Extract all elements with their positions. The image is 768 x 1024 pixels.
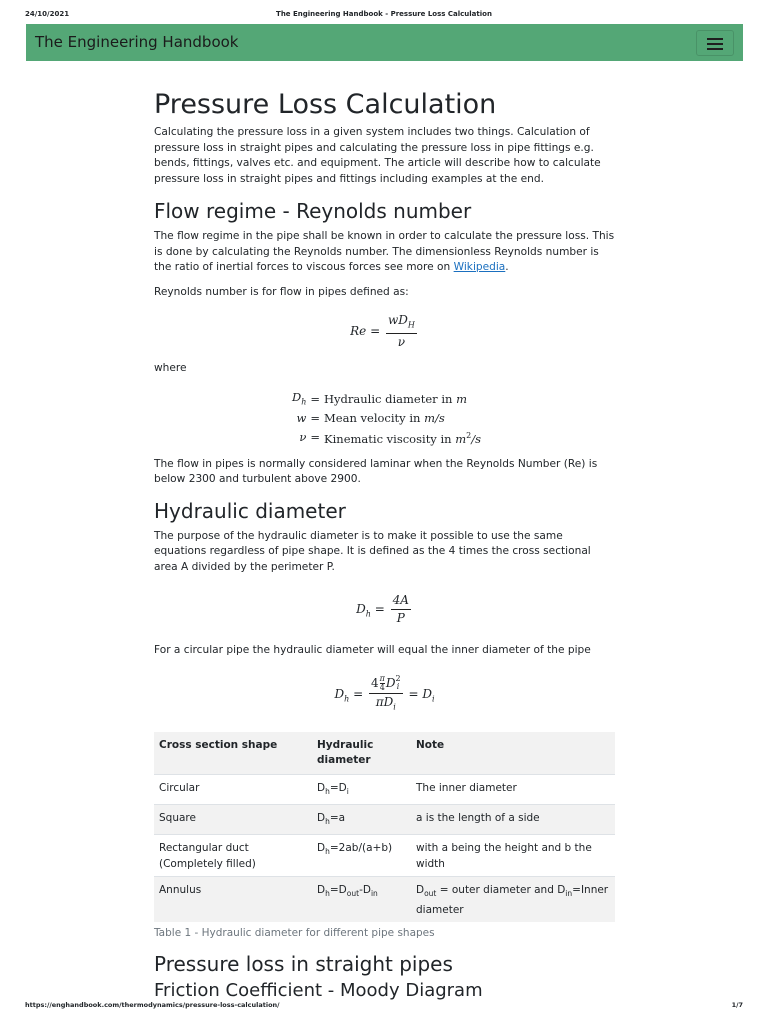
dh-value-subscript: i — [346, 786, 349, 796]
reynolds-intro-paragraph: Reynolds number is for flow in pipes defined as: — [154, 285, 409, 298]
definition-equals: = — [310, 429, 321, 444]
heading-flow-regime: Flow regime - Reynolds number — [154, 199, 472, 223]
formula-fraction — [391, 593, 411, 626]
formula-equals: = — [408, 686, 419, 701]
formula-denominator: P — [396, 611, 405, 626]
pi-symbol: π — [379, 673, 385, 683]
page-number: 1/7 — [731, 1001, 743, 1009]
diameter-symbol: D — [398, 313, 408, 327]
formula-dh-symbol: D — [334, 686, 345, 701]
four-symbol: 4 — [379, 682, 385, 692]
definition-equals: = — [310, 391, 321, 406]
dh-value: D — [338, 883, 347, 896]
rhs-diameter: D — [422, 686, 432, 701]
print-header — [25, 10, 743, 22]
dh-equals: = — [329, 781, 339, 794]
hydraulic-diameter-formula — [154, 593, 615, 633]
print-date: 24/10/2021 — [25, 10, 70, 18]
dh-value: D — [338, 781, 347, 794]
intro-paragraph: Calculating the pressure loss in a given system includes two things. Calculation of pressure loss in straight pipes and calculating the pressure loss in pipe fittings e.g. bends, fittings, valves etc. and equipment. The article will describe how to calculate pressure loss in straight pipes and fittings including examples at the end. — [154, 126, 601, 185]
dh-subscript: h — [325, 816, 330, 826]
heading-hydraulic-diameter: Hydraulic diameter — [154, 498, 346, 523]
note-symbol: D — [557, 883, 566, 896]
table-cell-shape: Square — [154, 804, 312, 834]
dh-equals: = — [329, 811, 339, 824]
definition-equals: = — [310, 410, 321, 425]
table-header-row — [154, 732, 615, 775]
table-cell-note: The inner diameter — [411, 774, 615, 804]
dh-symbol: D — [317, 883, 326, 896]
table-caption: Table 1 - Hydraulic diameter for different pipe shapes — [154, 926, 435, 939]
dh-value-subscript: out — [346, 888, 360, 898]
circular-pipe-paragraph: For a circular pipe the hydraulic diameter will equal the inner diameter of the pipe — [154, 644, 591, 657]
rhs-subscript: i — [431, 694, 435, 704]
laminar-turbulent-paragraph: The flow in pipes is normally considered laminar when the Reynolds Number (Re) is below 2300 and turbulent above 2900. — [154, 457, 598, 486]
table-cell-shape: Annulus — [154, 876, 312, 922]
site-brand-link[interactable]: The Engineering Handbook — [35, 33, 239, 51]
article-content — [154, 88, 615, 1003]
dh-value-2: -D — [359, 883, 371, 896]
numerator-diameter: D — [385, 675, 396, 690]
hamburger-menu-icon[interactable] — [696, 30, 734, 56]
dh-symbol: D — [317, 811, 326, 824]
heading-moody-diagram: Friction Coefficient - Moody Diagram — [154, 979, 483, 1001]
numerator-scripts — [396, 675, 401, 691]
column-header: Note — [411, 732, 615, 775]
denominator-pi: π — [375, 694, 384, 709]
table-cell-note — [411, 876, 615, 922]
pi-over-four — [380, 675, 385, 692]
formula-equals: = — [353, 686, 364, 701]
dh-value: a — [338, 811, 346, 824]
denominator-subscript: i — [393, 702, 396, 712]
definition-row — [292, 427, 481, 448]
formula-fraction — [369, 675, 403, 714]
table-cell-dh — [312, 774, 411, 804]
dh-value-2-subscript: in — [370, 888, 378, 898]
formula-denominator — [374, 694, 398, 714]
numerator-four: 4 — [370, 675, 379, 690]
definition-unit: m/s — [424, 410, 445, 425]
dh-subscript: h — [325, 846, 330, 856]
dh-equals: = — [329, 883, 339, 896]
hydraulic-diameter-paragraph: The purpose of the hydraulic diameter is to make it possible to use the same equations regardless of pipe shape. It is defined as the 4 times the cross sectional area A divided by the perimeter P. — [154, 529, 591, 573]
note-subscript: out — [424, 888, 437, 898]
table-cell-note: a is the length of a side — [411, 804, 615, 834]
definition-row — [292, 389, 481, 410]
note-subscript: in — [565, 888, 573, 898]
reynolds-formula-numerator — [386, 313, 417, 334]
formula-numerator — [369, 675, 403, 694]
numerator-superscript: 2 — [395, 674, 401, 684]
circular-pipe-formula — [154, 675, 615, 721]
flow-regime-period: . — [505, 261, 509, 273]
table-row — [154, 876, 615, 922]
flow-regime-paragraph — [154, 229, 615, 276]
note-text: = outer diameter and — [436, 883, 558, 896]
site-navbar — [26, 24, 743, 61]
page-title: Pressure Loss Calculation — [154, 89, 497, 120]
reynolds-formula-equals: = — [370, 324, 381, 339]
note-text: =Inner diameter — [416, 883, 609, 916]
table-cell-dh — [312, 834, 411, 876]
formula-equals: = — [374, 602, 385, 617]
table-cell-shape: Circular — [154, 774, 312, 804]
print-url: https://enghandbook.com/thermodynamics/pressure-loss-calculation/ — [25, 1001, 280, 1009]
table-row — [154, 834, 615, 876]
definition-subscript: h — [301, 396, 307, 406]
definition-unit: m — [456, 391, 467, 406]
dh-equals: = — [329, 841, 339, 854]
reynolds-formula-denominator: ν — [397, 335, 406, 350]
table-row — [154, 804, 615, 834]
velocity-symbol: w — [387, 313, 399, 327]
numerator-subscript: i — [396, 682, 400, 692]
formula-numerator: 4A — [391, 593, 411, 610]
definition-text: Mean velocity in — [324, 410, 425, 425]
wikipedia-link[interactable]: Wikipedia — [453, 261, 506, 273]
definition-symbol: w — [296, 410, 307, 425]
print-document-title: The Engineering Handbook - Pressure Loss Calculation — [276, 10, 492, 18]
dh-symbol: D — [317, 781, 326, 794]
reynolds-formula — [154, 313, 615, 351]
flow-regime-text: The flow regime in the pipe shall be known in order to calculate the pressure loss. This is done by calculating the Reynolds number. The dimensionless Reynolds number is the ratio of inertial forces to viscous forces see more on — [154, 230, 615, 273]
column-header: Cross section shape — [154, 732, 312, 775]
formula-dh-subscript: h — [365, 609, 371, 619]
hydraulic-diameter-table — [154, 732, 615, 922]
table-cell-dh — [312, 876, 411, 922]
table-row — [154, 774, 615, 804]
dh-subscript: h — [325, 786, 330, 796]
formula-dh-symbol: D — [356, 602, 366, 617]
definition-symbol: ν — [299, 429, 307, 444]
definition-row — [292, 410, 481, 427]
variable-definitions — [158, 389, 615, 448]
definition-symbol: D — [292, 389, 302, 404]
definition-unit-tail: /s — [471, 431, 481, 446]
dh-value: 2ab/(a+b) — [338, 841, 393, 854]
dh-subscript: h — [325, 888, 330, 898]
definition-text: Hydraulic diameter in — [324, 391, 457, 406]
denominator-diameter: D — [383, 694, 394, 709]
formula-dh-subscript: h — [344, 694, 350, 704]
column-header: Hydraulic diameter — [312, 732, 411, 775]
table-cell-dh — [312, 804, 411, 834]
note-symbol: D — [416, 883, 425, 896]
dh-symbol: D — [317, 841, 326, 854]
table-cell-note: with a being the height and b the width — [411, 834, 615, 876]
definition-superscript: 2 — [466, 430, 472, 440]
definition-unit: m — [455, 431, 467, 446]
reynolds-formula-lhs: Re — [350, 324, 367, 339]
definition-text: Kinematic viscosity in — [324, 431, 456, 446]
print-footer — [25, 1001, 743, 1011]
heading-straight-pipes: Pressure loss in straight pipes — [154, 951, 453, 976]
reynolds-formula-fraction — [386, 313, 417, 350]
table-cell-shape: Rectangular duct (Completely filled) — [154, 834, 312, 876]
diameter-subscript: H — [407, 320, 415, 330]
where-label: where — [154, 362, 187, 374]
